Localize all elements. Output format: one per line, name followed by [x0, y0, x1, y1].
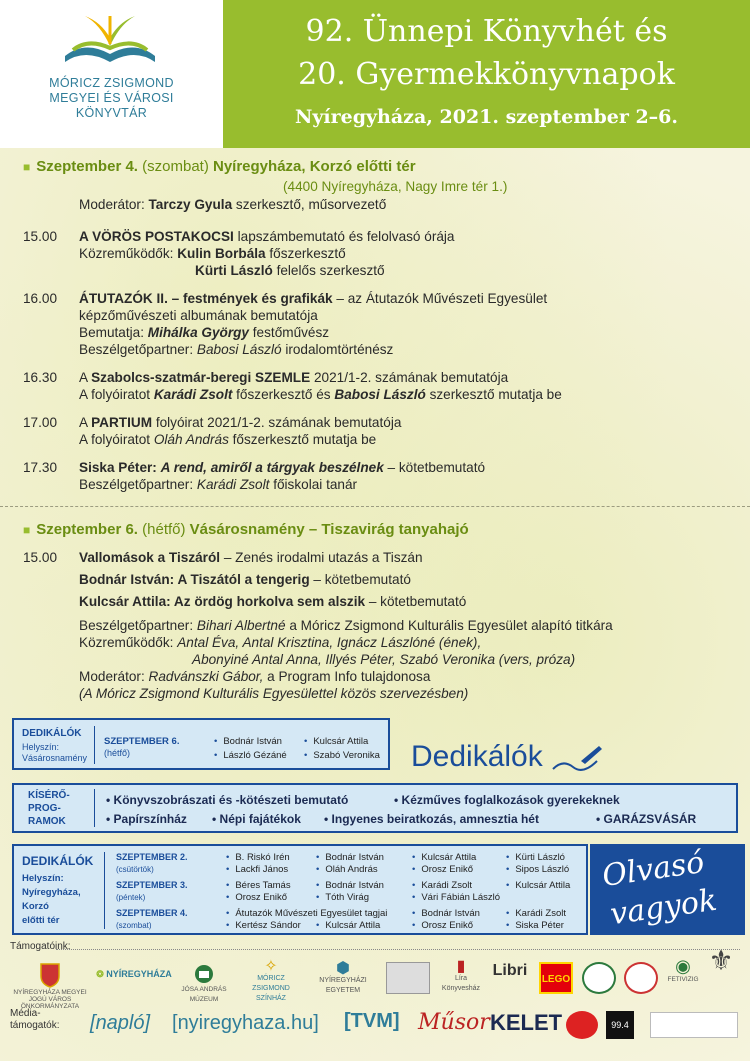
event-detail: Közreműködők: Antal Éva, Antal Krisztina, Ignácz Lászlóné (ének), — [79, 635, 482, 650]
author-name: • Bodnár István — [412, 908, 480, 919]
program-item: • Kézműves foglalkozások gyerekeknek — [394, 793, 620, 807]
library-name-line1: MÓRICZ ZSIGMOND — [49, 76, 174, 90]
program-item: • Ingyenes beiratkozás, amnesztia hét — [324, 812, 539, 826]
author-name: • Kertész Sándor — [226, 920, 301, 931]
program-item: • Népi fajátékok — [212, 812, 301, 826]
event-time: 16.30 — [23, 370, 58, 385]
seal-icon — [582, 962, 616, 994]
day1-heading — [23, 158, 416, 176]
author-name: • Vári Fábián László — [412, 892, 501, 903]
page-subtitle: Nyíregyháza, 2021. szeptember 2–6. — [295, 106, 678, 128]
sponsor-logo: ▮ Líra Könyvesház — [441, 958, 481, 992]
event-title: Kulcsár Attila: Az ördög horkolva sem alszik – kötetbemutató — [79, 594, 467, 609]
program-item: • Papírszínház — [106, 812, 187, 826]
day1-weekday: (szombat) — [142, 158, 209, 175]
author-name: • B. Riskó Irén — [226, 852, 290, 863]
day1-date: Szeptember 4. — [36, 158, 138, 175]
day2-weekday: (hétfő) — [142, 521, 186, 538]
media-logo: [napló] — [90, 1012, 151, 1034]
author-name: • Karádi Zsolt — [506, 908, 567, 919]
event-title: ÁTUTAZÓK II. – festmények és grafikák – az Átutazók Művészeti Egyesület — [79, 291, 548, 306]
event-time: 15.00 — [23, 229, 58, 244]
media-logo: 99.4 — [606, 1011, 634, 1039]
author-name: • Kulcsár Attila — [304, 736, 369, 747]
olvaso-vagyok-badge: Olvasó vagyok — [590, 844, 745, 935]
theatre-icon: ✧ — [264, 958, 278, 975]
author-name: • Lackfi János — [226, 864, 289, 875]
event-title: Vallomások a Tiszáról – Zenés irodalmi utazás a Tiszán — [79, 550, 423, 565]
program-item: • GARÁZSVÁSÁR — [596, 812, 697, 826]
event-title: Bodnár István: A Tiszától a tengerig – kötetbemutató — [79, 572, 411, 587]
event-detail: A folyóiratot Karádi Zsolt főszerkesztő és Babosi László szerkesztő mutatja be — [79, 387, 562, 402]
event-time: 15.00 — [23, 550, 58, 565]
dedikalok-logo: Dedikálók — [411, 740, 603, 774]
author-name: • Béres Tamás — [226, 880, 291, 891]
author-name: • Tóth Virág — [316, 892, 369, 903]
event-detail: (A Móricz Zsigmond Kulturális Egyesülettel közös szervezésben) — [79, 686, 469, 701]
pen-icon — [551, 743, 603, 773]
event-time: 17.30 — [23, 460, 58, 475]
divider — [94, 726, 95, 764]
library-name-line3: KÖNYVTÁR — [75, 106, 148, 120]
event-title: A Szabolcs-szatmár-beregi SZEMLE 2021/1-2. számának bemutatója — [79, 370, 509, 385]
author-name: • Bodnár István — [316, 852, 384, 863]
media-logo — [650, 1012, 738, 1038]
event-title: A VÖRÖS POSTAKOCSI lapszámbemutató és felolvasó órája — [79, 229, 455, 244]
event-detail: Közreműködők: Kulin Borbála főszerkesztő — [79, 246, 346, 261]
sponsor-logo: NYÍREGYHÁZA MEGYEI JOGÚ VÁROS ÖNKORMÁNYZATA — [10, 962, 90, 1010]
author-name: • Bodnár István — [316, 880, 384, 891]
author-name: • Szabó Veronika — [304, 750, 380, 761]
media-logo: KELET — [490, 1010, 563, 1035]
sponsor-logo: Libri — [492, 962, 528, 979]
book-icon: ▮ — [456, 958, 466, 975]
day1-place: Nyíregyháza, Korzó előtti tér — [213, 158, 416, 175]
author-name: • Kulcsár Attila — [506, 880, 571, 891]
day2-heading — [23, 521, 469, 539]
author-name: • Karádi Zsolt — [412, 880, 473, 891]
day1-moderator: Moderátor: Tarczy Gyula szerkesztő, műsorvezető — [79, 197, 387, 212]
square-bullet-icon: ■ — [23, 523, 31, 537]
coat-of-arms-icon — [39, 962, 61, 988]
sponsor-logo: ◉ FETIVIZIG — [667, 956, 699, 983]
event-detail: Beszélgetőpartner: Bihari Albertné a Móricz Zsigmond Kulturális Egyesület alapító titkára — [79, 618, 613, 633]
event-detail: A folyóiratot Oláh András főszerkesztő mutatja be — [79, 432, 377, 447]
seal-icon — [624, 962, 658, 994]
sponsor-logo: LEGO — [539, 962, 573, 994]
event-detail: Abonyiné Antal Anna, Illyés Péter, Szabó Veronika (vers, próza) — [192, 652, 576, 667]
sponsor-logo: JÓSA ANDRÁS MÚZEUM — [176, 964, 232, 1004]
media-logo: [TVM] — [344, 1010, 400, 1032]
event-detail: Kürti László felelős szerkesztő — [195, 263, 385, 278]
media-logo: Műsor — [418, 1010, 490, 1035]
day1-address: (4400 Nyíregyháza, Nagy Imre tér 1.) — [283, 179, 508, 194]
author-name: • Bodnár István — [214, 736, 282, 747]
radio-logo — [566, 1011, 598, 1039]
museum-icon — [193, 964, 215, 984]
author-name: • László Gézáné — [214, 750, 287, 761]
author-name: • Sipos László — [506, 864, 570, 875]
moderator-name: Tarczy Gyula — [148, 197, 233, 212]
event-detail: Beszélgetőpartner: Karádi Zsolt főiskolai tanár — [79, 477, 358, 492]
author-name: • Orosz Enikő — [412, 920, 474, 931]
city-icon: ❂ — [96, 969, 104, 979]
author-name: • Kulcsár Attila — [412, 852, 477, 863]
divider — [56, 949, 740, 950]
library-logo — [0, 0, 223, 148]
university-icon: ⬢ — [336, 960, 350, 977]
divider — [94, 789, 95, 827]
author-name: • Siska Péter — [506, 920, 564, 931]
page-title-line2: 20. Gyermekkönyvnapok — [298, 57, 675, 92]
dedikalok-box-nyiregyhaza: DEDIKÁLÓK Helyszín: Nyíregyháza, Korzó előtti tér SZEPTEMBER 2. (csütörtök) • B. Riskó Irén • Bodnár István • Kulcsár Attila • Kürti László • Lackfi János • Oláh András • Orosz Enikő • Sipos László SZEPTEMBER 3. (péntek) • Béres Tamás • Bodnár István • Karádi Zsolt • Kulcsár Attila • Orosz Enikő • Tóth Virág • Vári Fábián László SZEPTEMBER 4. (szombat) • Átutazók Művészeti Egyesület tagjai • Bodnár István • Karádi Zsolt • Kertész Sándor • Kulcsár Attila • Orosz Enikő • Siska Péter — [12, 844, 588, 935]
sponsor-logo: ✧ MÓRICZ ZSIGMOND SZÍNHÁZ — [252, 958, 290, 1002]
divider — [104, 852, 105, 929]
media-logo: [nyiregyhaza.hu] — [172, 1012, 319, 1034]
event-time: 17.00 — [23, 415, 58, 430]
sponsors-label: Támogatóink: — [10, 941, 71, 952]
sponsor-logo: ❂ NYÍREGYHÁZA — [96, 969, 172, 979]
program-item: • Könyvszobrászati és -kötészeti bemutató — [106, 793, 349, 807]
day2-place: Vásárosnamény – Tiszavirág tanyahajó — [189, 521, 469, 538]
page-title-line1: 92. Ünnepi Könyvhét és — [305, 14, 668, 49]
kisero-programok-box: KÍSÉRŐ- PROG- RAMOK • Könyvszobrászati és -kötészeti bemutató • Kézműves foglalkozások gyerekeknek • Papírszínház • Népi fajátékok • Ingyenes beiratkozás, amnesztia hét • GARÁZSVÁSÁR — [12, 783, 738, 833]
event-detail: Bemutatja: Mihálka György festőművész — [79, 325, 330, 340]
coat-of-arms-icon: ⚜ — [708, 945, 734, 976]
header-band — [223, 0, 750, 148]
event-title: Siska Péter: A rend, amiről a tárgyak beszélnek – kötetbemutató — [79, 460, 486, 475]
author-name: • Orosz Enikő — [226, 892, 288, 903]
event-time: 16.00 — [23, 291, 58, 306]
event-detail: képzőművészeti albumának bemutatója — [79, 308, 318, 323]
sponsor-logo: ⬢ NYÍREGYHÁZI EGYETEM — [319, 960, 367, 994]
open-book-icon — [55, 10, 165, 70]
wave-icon: ◉ — [675, 956, 691, 976]
square-bullet-icon: ■ — [23, 160, 31, 174]
author-name: • Kürti László — [506, 852, 565, 863]
author-name: • Orosz Enikő — [412, 864, 474, 875]
event-detail: Moderátor: Radvánszki Gábor, a Program Info tulajdonosa — [79, 669, 431, 684]
divider — [0, 506, 750, 507]
event-title: A PARTIUM folyóirat 2021/1-2. számának bemutatója — [79, 415, 402, 430]
day2-date: Szeptember 6. — [36, 521, 138, 538]
author-name: • Kulcsár Attila — [316, 920, 381, 931]
media-sponsors-label: Média- támogatók: — [10, 1008, 60, 1031]
portrait-image — [386, 962, 430, 994]
library-name-line2: MEGYEI ÉS VÁROSI — [49, 91, 174, 105]
author-name: • Oláh András — [316, 864, 378, 875]
dedikalok-box-vasarosnameny: DEDIKÁLÓK Helyszín: Vásárosnamény SZEPTEMBER 6. (hétfő) • Bodnár István • Kulcsár Attila • László Gézáné • Szabó Veronika — [12, 718, 390, 770]
event-detail: Beszélgetőpartner: Babosi László irodalomtörténész — [79, 342, 394, 357]
author-name: • Átutazók Művészeti Egyesület tagjai — [226, 908, 388, 919]
